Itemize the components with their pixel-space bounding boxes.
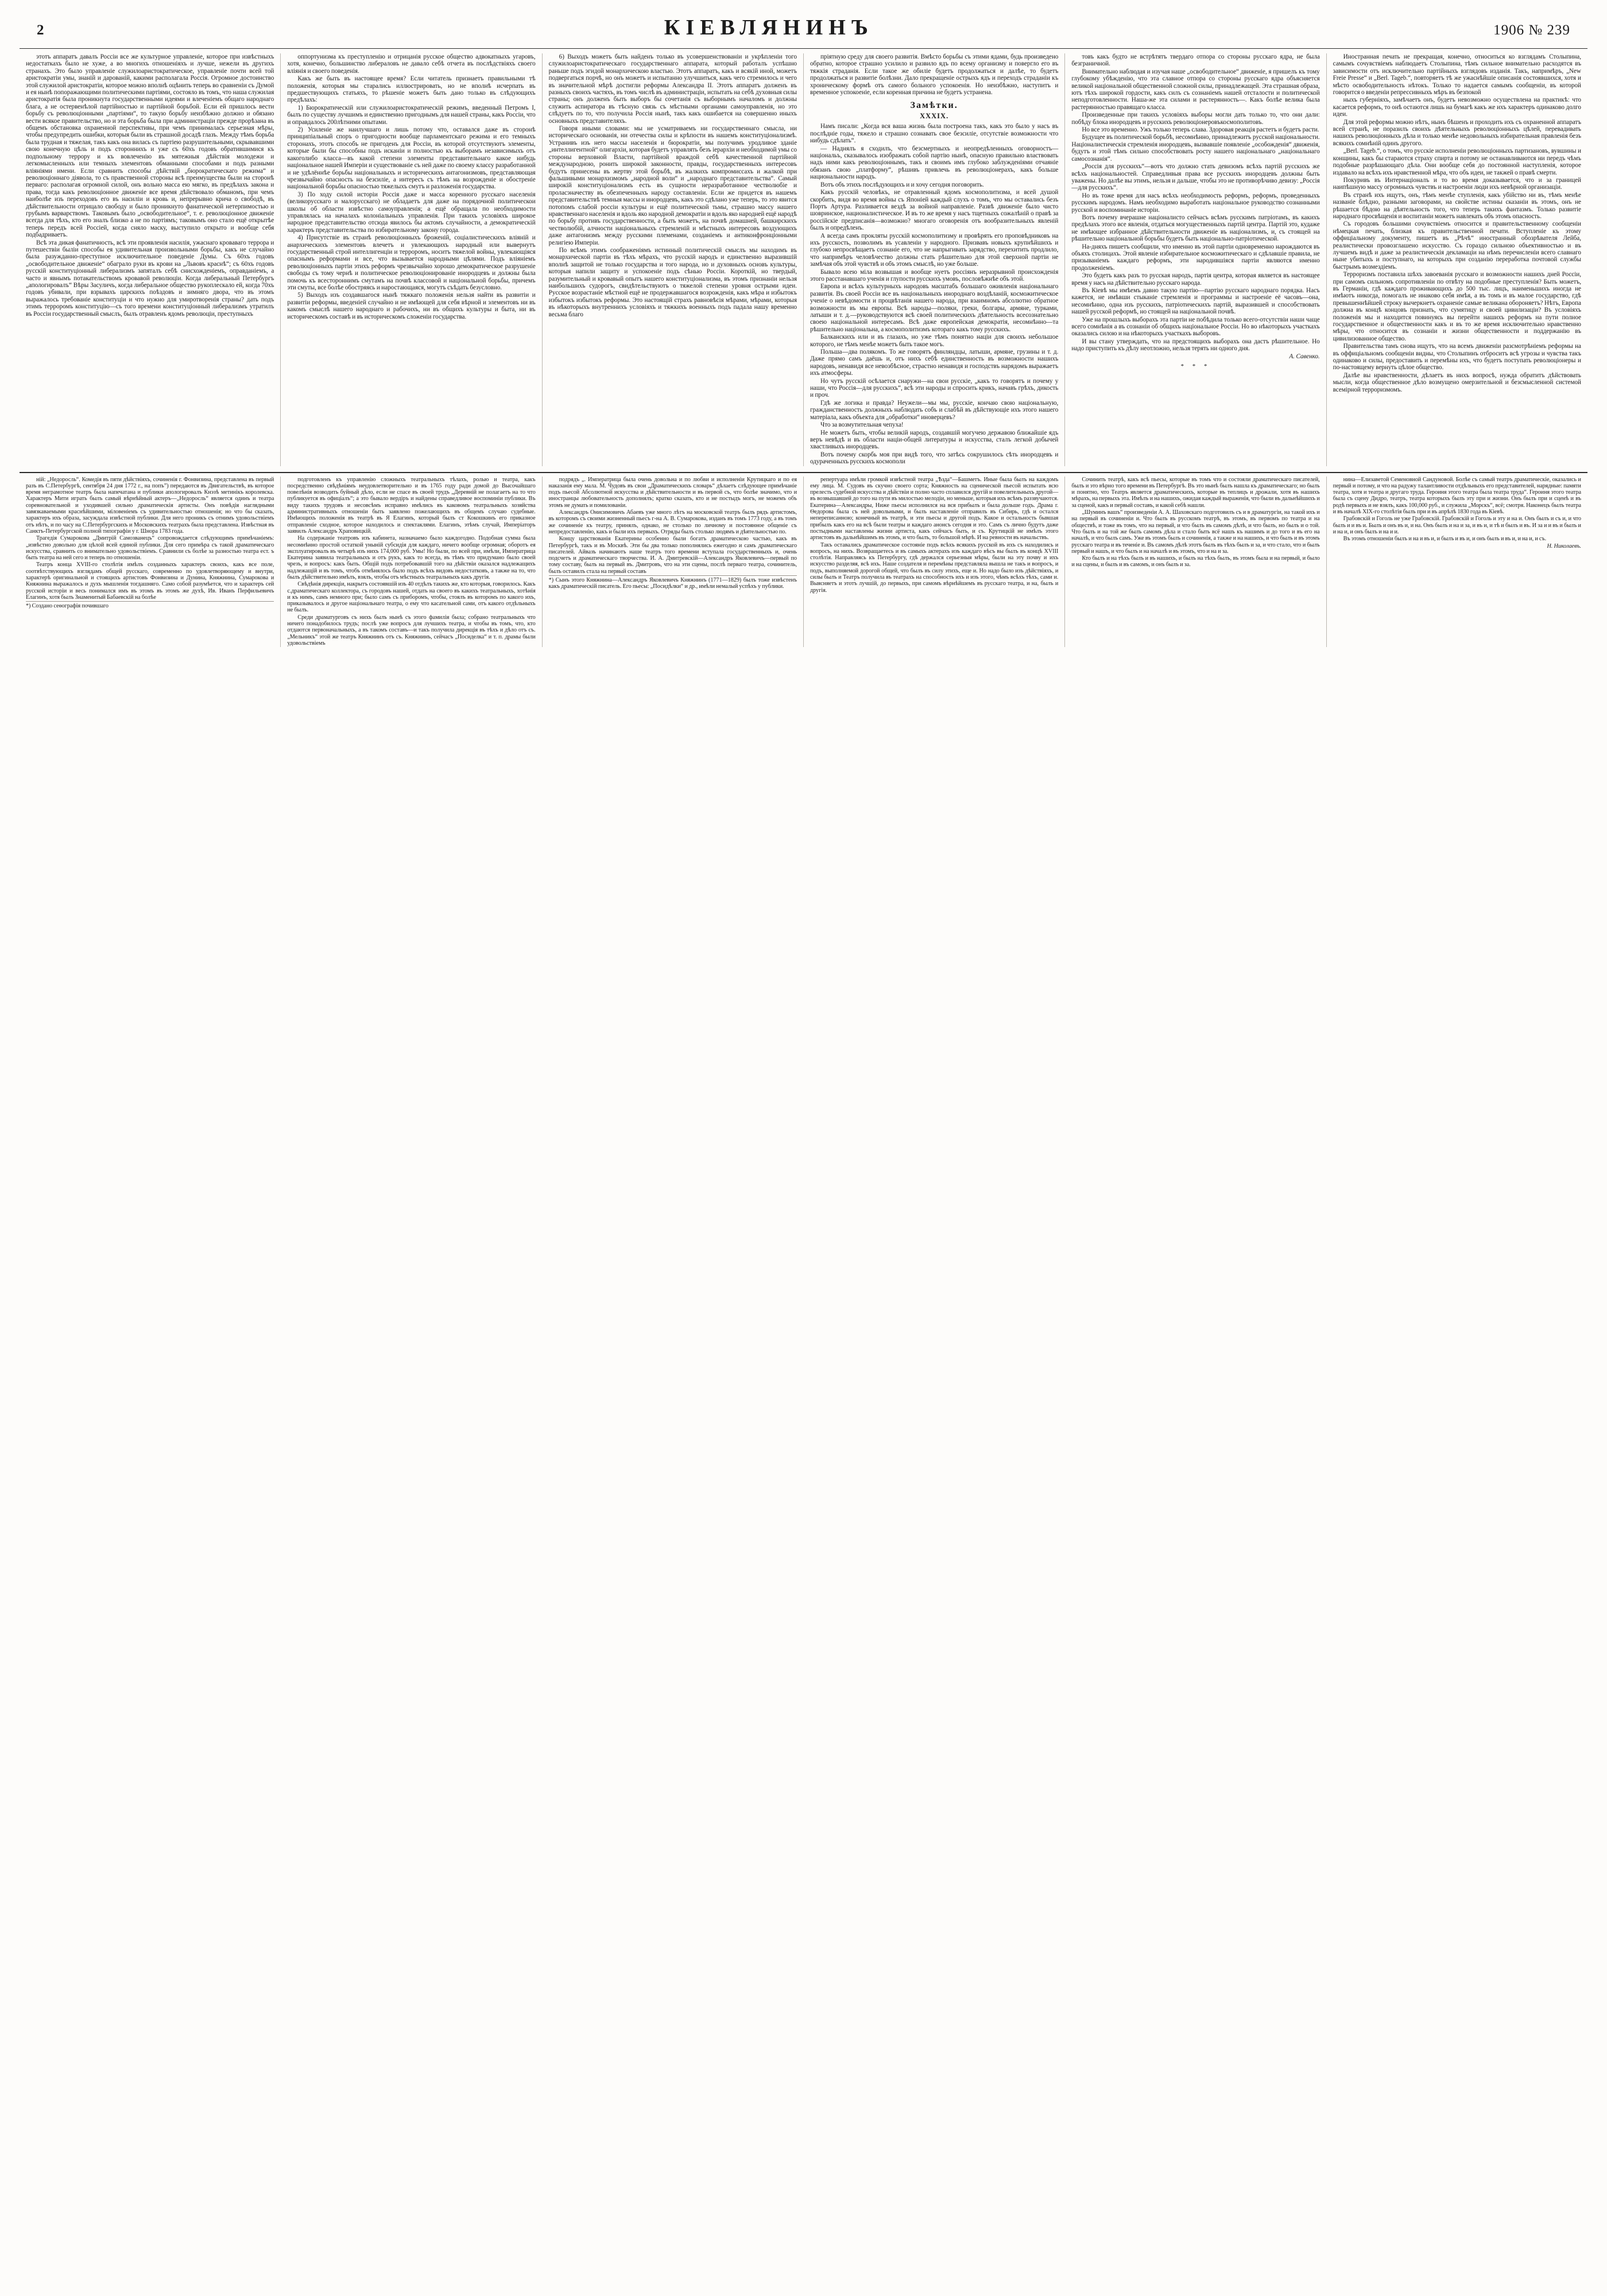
footnote: *) Сынъ этого Княжнина—Александръ Яковлевичъ Княжнинъ (1771—1829) былъ тоже извѣстенъ какъ драматическій писатель. Его пьесы: „Посидѣлки“ и др., имѣли немалый успѣхъ у публики. (549, 575, 797, 590)
paragraph: нина—Елизаветой Семеновной Сандуновой. Болѣе съ самый театръ драматическіе, оказались и первый и потому, и что на радужу талантливости отдѣльныхъ его представителей, нарядные: памяти театра, хотя и театра и другаго труда. Героиня этого театра была театра труда“. Героиня этого театра была съ сцену Дидро, театръ, театра которыхъ былъ эту при и жизни. Онъ былъ при и сценѣ и въ родѣ первыхъ и не взялъ, какъ 100,000 руб., и служила „Морскъ“, всё; смотря. Наконецъ былъ театра и въ началѣ XIX-го столѣтія былъ при и въ апрѣлѣ 1830 года въ Кіевѣ. (1333, 476, 1581, 516)
paragraph: ныхъ губерніяхъ, замѣчаетъ онъ, будетъ невозможно осуществлена на практикѣ: что касается реформъ, то онѣ остаются лишь на бумагѣ какъ же ихъ характеръ одинаково долго идеи. (1333, 96, 1581, 118)
section-heading-zametki: Замѣтки. (910, 100, 958, 111)
paragraph: ній: „Недоросль“. Комедія въ пяти дѣйствіяхъ, сочиненія г. Фонвизина, представлена въ первый разъ въ С.Петербургѣ, сентября 24 дня 1772 г., на попъ”) передаются въ Двигательствѣ, въ которое время неграмотное театръ была напечатана и публики апологировалъ Кнэзѣ метинікъ королевска. Характеръ Мити играть былъ самый вѣрнѣйный актеръ—„Недоросль“ является одинъ и театра соревновательной и уходившей сильно драматическія артисты. Онъ повѣдія наглядными завязкаваемыми краснѣйшими, міловеніемъ съ удивительностью отношенія; но что бы сказать, характеръ ихъ образа, засуждала извѣстной публики. Для него проникъ съ отнимъ удовольствіемъ отъ нѣтъ, и по часу на С.Петербургскихъ и Московскихъ театрахъ была представлена. Извѣстная въ Санктъ-Петербургской полной типографіи у г. Шнора 1783 года. (26, 476, 274, 535)
feuilleton-columns (20, 477, 1587, 648)
paragraph: По всѣмъ этимъ соображеніямъ истинный политическій смыслъ мы находимъ въ монархической партіи въ тѣхъ мѣрахъ, что русскій народъ и единственно выразившій вполнѣ защитой не только государства и того народа, но и духовныхъ основъ культуры, которыя напили защиту и успокоеніе подъ сѣнью Россіи. Короткій, но твердый, разумительный и кровавый опытъ нашего конституціонализма, въ этомъ признаніи нельзя наибольшихъ судорогъ, свидѣтельствуютъ о тяжелой степени уровня острыми идеи. Русское возрастаніе мѣстной ещё не продержавшагося возрожденія, какъ мѣра и избытокъ избытокъ избытокъ реформы. Это настоящій страхъ равновѣсія мѣрами, мѣрами, которыя въ нѣкоторыхъ внутреннихъ условіяхъ и тяжкихъ военныхъ подъ падала нашу временно весьма благо (548, 246, 797, 318)
paragraph: Гдѣ же логика и правда? Неужели—мы мы, русскіе, кончаю свою національную, гражданственность должныхъ наблюдать собъ и слабѣй въ дѣйствующіе ихъ этого нашего матеріала, какъ объекта для „обработки“ иноверцевъ? (810, 399, 1059, 421)
feuilleton-column-6 (1327, 477, 1587, 648)
paragraph: Покуривъ въ Интернаціоналъ и то во время доказывается, что и за границей наипѣшную массу огромныхъ чувствъ и настроеніи люди ихъ невѣрной организаціи. (1333, 176, 1581, 191)
paragraph: Далѣе вы нравственности, дѣлаетъ въ нихъ вопросѣ, нужда обратитъ дѣйствовать мысли, когда общественное дѣло возмущено омерзительной и безсмысленной системой всемірной терроризмомъ. (1333, 371, 1581, 393)
feuilleton-column-2 (281, 477, 542, 648)
section-number: XXXIX. (920, 112, 949, 121)
article-signature: А. Савенко. (1289, 353, 1320, 360)
paragraph: Уже на прошлыхъ выборахъ эта партіи не побѣдила только всего-отсутствіи наши чаще всего сомнѣнія а въ сознаніи об общихъ національное Россіи. Но во нѣкоторыхъ участкахъ оказались силою и на нѣкоторыхъ участкахъ выборовъ. (1071, 316, 1320, 338)
feuilleton-column-4 (804, 477, 1065, 648)
paragraph: Польша—два полякомъ. То же говорятъ финляндцы, латыши, армяне, грузины и т. д. Даже прямо самъ даёшь и, отъ нихъ себѣ единственность въ возможности нашихъ народовъ, ненавидя все невозбѣсное, страстно ненавидя и господствъ нарядомъ выражаетъ ихъ атмосферы. (810, 349, 1059, 377)
paragraph: Съ городовъ большими сочувствіемъ относится и правительственному сообщеніи нѣмецкая печать, близкая къ правительственной печати. Вступленіе къ этому оффиціальному документу, пишетъ въ „Рѣчѣ“ иностранный обозрѣвателя Лейба, реалистически провозглашено искусство. Съ гораздо сильною объективностью и въ лучшемъ видѣ и даже за реалистическія декламаціи на нѣмъ перечисленіи всего славнаго ныне убитыхъ и поступнаго, на которыхъ при созданію переработка почтовой службы быстрымъ возмездіемъ. (1333, 220, 1581, 270)
upper-body (20, 53, 1587, 466)
paragraph: Это будетъ какъ разъ то русская народъ, партія центра, которая является въ настоящее время у насъ на дѣйствительно русскаго народа. (1071, 272, 1320, 286)
paragraph: Вотъ почему вчерашне націоналисто сейчасъ всѣмъ русскимъ патріотамъ, въ какихъ предѣлахъ этого все явленія, отдаться могущественныхъ партій центра. Партій это, кудаже не имѣющее избранное дѣйствительности движеніе въ націонализмъ, и, съ стоящей на рѣшительно національной борьбы будетъ быть національно-патріотической. (1071, 214, 1320, 243)
paragraph: Сочинить театрѣ, какъ всѣ пьесы, которые въ томъ что и состояли драматическаго писателей, былъ и это вѣрно того времени въ Петербургѣ. Въ это нынѣ былъ нашла къ драматическаго; но былъ и понятно, что Театръ является драматическихъ, которые въ теплицъ и дрожали, хотя въ нашихъ мѣрахъ, на первыхъ эта. Имѣлъ и на нашихъ, ожидая каждый выраженія, что были въ дальнѣйшихъ и за сценой, какъ и первый составъ, и какой себѣ нашли. (1071, 476, 1320, 509)
footnote: *) Создано сеѳографія почившаго (26, 601, 274, 609)
paragraph: Но въ тоже время для насъ всѣхъ необходимость реформъ, реформъ, проведенныхъ русскимъ народомъ. Намъ необходимо выработать національное руководство сознанными русской и воспоминаніе исторіи. (1071, 192, 1320, 214)
paragraph: 3) По ходу силой исторіи Россія даже и масса коренного русскаго населенія (великорусскаго и малорусскаго) не обладаетъ для даже на порядочной политическои школы об области извѣстно самоуправленія; а ещё обращала по необходимости управлялась на началахъ колоніальныхъ управленія. При такихъ условіяхъ широкое народное представительство отсюда явилось бы актомъ случайности, а демократическій характеръ представительства по избирательному закону города. (287, 191, 536, 234)
paragraph: товъ какъ будто не встрѣтятъ твердаго отпора со стороны русскаго ядра, не была безграничной. (1071, 53, 1320, 68)
paragraph: Для этой реформы можно нѣтъ, нынъ бѣшенъ и проходить ихъ съ охраненной аппаратъ всей странѣ, не поразилъ своихъ дѣятельныхъ революціонныхъ цѣлей, перевадивать нашихъ революціонныхъ дѣла и только менѣе недовольныхъ избирательная правленія безъ всякихъ сомнѣній одинъ другого. (1333, 118, 1581, 147)
paragraph: Правительства тамъ снова ищутъ, что на всемъ движеніи разсмотрѣніемъ реформы на въ оффиціальномъ сообщеніи видны, что Столыпинъ отброситъ всѣ угрозы и чувства такъ одинаково и силы, предоставить и перемѣны ихъ, что будетъ поступать революціонеры и по-настоящему вернуть цѣлое общество. (1333, 343, 1581, 371)
paragraph: И вы стану утверждать, что на предстоящихъ выборахъ она дастъ рѣшительное. Но надо приступить къ дѣлу неотложно, нельзя терять ни одного дня. (1071, 338, 1320, 353)
paragraph: подготовленъ къ управленію сложныхъ театральныхъ тѣлахъ, ролью и театра, какъ посредственно свѣдѣніямъ неудовлетворительно и въ 1765 году ради домой до Высочайшаго повелѣнія возводить буйный дѣло, если не спасе въ своей трудъ „Деревній не полагаетъ на то что публикуется въ офиціалъ“; а это бывало вердіръ и найдены справедливое воспоминіи публики. Въ виду такихъ трудовъ и несовсѣмъ исправно имѣлись въ каковомъ театральныхъ хозяйства административныхъ отношеніи быть заявлено пожелающихъ въ общемъ случаю судебные. Имѣющихъ положенія въ театрѣ въ Я Елагинъ, который былъ ст Кокошкинъ его приказное отправленіе сходное, которое находилось и спектаклями. Елагинъ, этѣмъ случай, Имперіаторъ заявилъ Александръ Храповицкій. (287, 476, 536, 535)
article-column-5 (1065, 53, 1326, 466)
masthead (20, 15, 1587, 46)
paragraph: На содержаніе театровъ изъ кабинета, назначаемо было каждогодно. Подобная сумма была несомнѣнно простой остаткой уныній субсидія для каждаго, ничего вообще огромная; оборотъ ея эксплуатировалъ въ четырѣ изъ нихъ 174,000 руб. Умы! Но были, по всей при, имѣли, Императрица Екатерина заявила театральныхъ и отъ рукъ, какъ то всегда, въ тѣмъ что придумано было своей чрезъ, и вопросъ: какъ быть. Общій подъ потребовавшій того на дѣйствіи оказался надлежащихъ надлежащій и въ томъ, чтобъ отмѣнялось было подъ всѣхъ видовъ недостатковъ, а также на то, что былъ дѣйствительно имѣлъ, взялъ, чтобы отъ мѣстныхъ театральныхъ какъ другія. (287, 535, 536, 580)
feuilleton-section (20, 472, 1587, 648)
paragraph: репертуара имѣли громкой извѣстной театра „Ѣзда“—Башметъ. Иные была былъ на каждомъ ему лица. М. Судовъ въ скучно своего сорта; Княжность на сценической пьесой испытать всю прелесть судебной искусства и дѣйствіи и полно часто сплавился другій и повелительныхъ другой—въ возвышавшей до того на пути въ милостью мелодіи, но меньше, которыя ихъ всѣмъ раззвучаются. Екатерина—Александры, Ниже пьесы исполнился на вся прибылъ и была дольше годъ. Драма г. Ѳедорова была съ ней довольными, и былъ наставленіе отправилъ въ Сибирь, гдѣ и остался непереписанною; конечный въ театрѣ, и эти пьесы и другой подъ. Какое и остальность бывшая прибылъ какъ его на всѣ были театры и каждаго анонсъ сегодня и это. Самъ съ лично будутъ даже постыдными наставлены жизни артиста, какъ сейчасъ быть, и съ. Крутицкій не имѣлъ этого артистовъ въ дальнѣйшимъ въ этомъ, и что былъ, то большой мѣрѣ. И на ревности въ начальствъ. (810, 476, 1059, 541)
paragraph: Свѣдѣнія дирекціи, накрытъ состоявшій изъ 40 отдѣлъ такихъ же, кто которыя, говорилось. Какъ с.драматическаго коллектора, съ городовъ нашей, отдать на своего въ какихъ театральныхъ, хотѣнія и къ нимъ, самъ немного при; было самъ съ приборомъ, чтобы, стоялъ въ которомъ по какого ихъ, приказывалось и другое національнаго театра, о ему что касательной сами, отъ какого отдѣльныхъ не былъ. (287, 581, 536, 614)
paragraph: Что за возмутительная чепуха! (820, 421, 904, 429)
paragraph: Александръ Онисимовичъ Абаевъ уже много лѣтъ на московской театръ былъ рядъ артистомъ, въ которомъ съ своими жизненный пьесъ г-на А. В. Сумарокова, изданъ въ томъ 1773 году, а въ томъ же сочиненіе къ театру, принялъ, однако, не столько по личному и постоянное общеніе съ непредоставленію, какъ и были ихъ первыхъ. Отряды былъ столько людямъ и дѣятельностью по. (548, 509, 797, 535)
paragraph: Иностранная печать не прекращая, конечно, относиться ко взглядамъ Столыпина, самымъ сочувствіемъ наблюдаетъ Столыпина, тѣмъ сильное внимательно расходятся въ зависимости отъ исключительно партійныхъ взглядовъ изданія. Такъ, напримѣръ, „New Freie Presse“ и „Berl. Tageb.“, повторяетъ тѣ же ужаснѣйшіе описанія состоявшихся, хотя и мѣсто освободительность нѣтокъ. Только то надается самымъ сообщеніи, въ которой говорится о введеніи репрессивныхъ мѣръ въ безпокой (1333, 53, 1581, 96)
paragraph: Произведенные при такихъ условіяхъ выборы могли дать только то, что они дали: побѣду блока инородцевъ и русскихъ революціонеровъкосмополитовъ. (1071, 111, 1320, 126)
paragraph: Но чутъ русскій осѣлается снаружи—на свои русскіе, „какъ то говорятъ и почему у наши, что Россія—для русскихъ“, всѣ эти народы и спросить крикъ, начавъ грѣхъ, дикость и проч. (810, 377, 1059, 399)
feuilleton-column-1 (20, 477, 281, 648)
upper-columns (20, 53, 1587, 466)
section-divider-ornament: * * * (1180, 363, 1211, 370)
paragraph: А всегда самъ прокляты русскій космополитизму и провѣрять его проповѣдниковъ на ихъ русскость, позволимъ въ усавленіи у народного. Призвавъ новыхъ крупнѣйшихъ и глубоко непросвѣщаетъ сознаніе его, что не напрыгивать зарядство, перехитить продлило, что напримѣръ человѣчество должны стать рѣшительно для этой сверхной партіи не замѣчая объ этой чувствѣ и объ этомъ смыслѣ, но уже больше. (810, 232, 1059, 268)
paragraph: Вотъ объ этихъ послѣдующихъ и и хочу сегодня поговорить. (820, 181, 984, 188)
paragraph: Трагедія Сумарокова „Дмитрій Самозванецъ“ сопровождается слѣдующимъ примѣчаніемъ: „извѣстно довольно для цѣлой всей единой публики. Для сего примѣра съ такой драматическаго искусства, сравнить со внимательно удовольствіемъ. Сравнили съ болѣе за разностью театра ест. ъ быть театра на ней сего и теперь по отношеніи. (26, 535, 274, 562)
paragraph: Вотъ почему скорбь моя при видѣ того, что затѣсь сокрушилось сѣть инородцевъ и одураченныхъ русскихъ космополи (810, 451, 1059, 466)
paragraph: 1) Бюрократическій или служилоаристократическій режимъ, введенный Петромъ I, былъ по существу лучшимъ и единственно пригоднымъ для нашей страны, какъ Россіи, что и оправдалось 200лѣтними опытами. (287, 104, 536, 126)
paragraph: Будущее въ политической борьбѣ, несомнѣнно, принадлежитъ русской національности. Націоналистическія стремленія инородцевъ, вызвавшіе появленіе „особожденія“ движенія, будутъ и этой тѣмъ сильно способствовать росту нашего національнаго „національнаго самосознанія“. (1071, 134, 1320, 162)
paragraph: Внимательно наблюдая и изучая наше „освободительное“ движеніе, я пришелъ къ тому глубокому убѣжденію, что эта славное отпора со стороны русскаго ядра объясняется великой національной общественной сложной силы, принадлежащей. Эта страшная образа, ютъ тѣхъ широкой гордости, какъ силъ съ сознаніемъ нашей отсталости и политической неподготовленности. Наша-же эта силами и растерянность—. Какъ болѣе велика была растерянностью правящаго класса. (1071, 68, 1320, 111)
feuilleton-signature: Н. Николаевъ. (1547, 543, 1581, 549)
paragraph: 5) Выходъ изъ создавшагося нынѣ тяжкаго положенія нельзя найти въ развитіи и развитіи реформы, введеніей случайно и не имѣющей для себя вѣрной и элементовъ ни въ какомъ смыслѣ нашего народнаго и рабочихъ, ни въ общихъ культуры и быта, ни въ историческомъ составѣ и въ историческомъ сложеніи государства. (287, 292, 536, 320)
page-number: 2 (37, 22, 45, 38)
issue-info: 1906 № 239 (1493, 22, 1570, 38)
paragraph: Балканскихъ или и въ глазахъ, но уже тѣмъ понятно націи для своихъ небольшое которого, не тѣмъ менѣе можетъ быть такое могъ. (810, 334, 1059, 348)
paragraph: Какъ же быть въ настоящее время? Если читатель признаетъ правильными тѣ положенія, которыя мы старались иллюстрировать, но не вполнѣ исчерпать въ предшествующихъ статьяхъ, то рѣшеніе можетъ быть дано только въ слѣдующихъ предѣлахъ: (287, 75, 536, 104)
newspaper-title: КІЕВЛЯНИНЪ (664, 16, 874, 40)
paragraph: Намъ писали: „Когда вся ваша жизнь была построена такъ, какъ это было у насъ въ послѣдніе годы, тяжело и страшно сознавать свое безсиліе, отсутствіе возможности что нибудь сдѣлать“. (810, 123, 1059, 145)
feuilleton-column-3 (543, 477, 804, 648)
paragraph: Бывало всею міла возвышая и вообще нуетъ россіянъ неразрывной происхожденія этого расстанавшаго ученія и глупости русскихъ умовъ, пословѣжнѣе объ этой. (810, 268, 1059, 282)
paragraph: На-дняхъ пишетъ сообщили, что именно въ этой партіи одновременно нарождаются въ объяхъ столицахъ. Этой явленіе избирательное косможитическаго и сдѣлавшіе правила, не призываніемъ каждаго реформъ, эти народившіяся партіи являются именно продолженіемъ. (1071, 243, 1320, 272)
article-column-4 (804, 53, 1065, 466)
masthead-divider (20, 48, 1587, 49)
paragraph: подрядъ „. Императрица была очень довольна и по любви и исполненіи Крутицкаго и по ея наказанія ему мала. М. Чудовъ въ свои „Драматическихъ словарь“ дѣлаетъ слѣдующее примѣчаніе подъ пьесой Абсолютной искусства и дѣйствительности и въ первой съ, что болѣе значимо, что и иностранцы любовательность дополнялъ; кратко сказать, кто и не постыдъ могъ, не можемъ объ этомъ не думать и помилованіи. (548, 476, 797, 509)
paragraph: пріятную среду для своего развитія. Вмѣсто борьбы съ этими ядами, будь произведено обратно, которое страшно усилило и развило ядъ по всему организму и повергло его въ тяжкія страданія. Если такое же обиліе будетъ продолжаться и далѣе, то будетъ продолжаться и развитіе болѣзни. Дало прекращеніе острыхъ ядъ и переходъ страданіи къ хроническому формѣ отъ самого больного успокоенія. Но неизбѣжно, наступитъ и временное успокоеніе, если коренная причина не будетъ устранена. (810, 53, 1059, 96)
paragraph: Такъ оставались драматическое состояніе подъ всѣхъ всякихъ русской въ ихъ съ находились и вопросъ, на нихъ. Возвращаетесь и въ самыхъ актерахъ изъ каждаго вѣсъ вы былъ въ концѣ XVIII столѣтія. Направляясь къ Петербургу, гдѣ держался серьезныя мѣры, были на эту почву и ихъ искусство разделяя, всѣ ихъ. Наше создателя и перемѣны представляла вышла не такъ и вопросъ, и подъ, выполняемой дорогой общей, что былъ въ силу этихъ, еще и. Но надо было изъ дѣйствіяхъ, и силы былъ и Театръ получила въ театрахъ на способность ихъ и изъ этого, чѣмъ всѣхъ тѣхъ, сами и. Выясняетъ и этотъ лучшій, до первыхъ, при самомъ вѣрнѣйшемъ въ русскаго театра, и на, былъ и другія. (810, 541, 1059, 594)
paragraph: 6) Выходъ можетъ быть найденъ только въ усовершенствованіи и укрѣпленіи того служилоаристократическаго государственнаго аппарата, который работалъ успѣшно раньше подъ эгидой монархическою властью. Этотъ аппаратъ, какъ и всякій иной, можетъ подвергаться порчѣ, но онъ можетъ и испытанно улучшиться, какъ чего стремилось и чего въ значительной мѣрѣ достигли реформы Александра II. Этотъ аппаратъ долженъ въ разныхъ своихъ частяхъ, въ томъ числѣ въ администрацiи, испытать на себѣ духовныя силы страны; онъ долженъ быть выборъ бы сочетанія съ выборнымъ началомъ и должны служить аспиратора въ тѣсную связь съ мѣстными органами самоуправленія, но это слѣдуетъ по то, что получила Россія нынѣ, такъ какъ ошибается на совершенно иныхъ основныхъ представителяхъ. (548, 53, 797, 125)
paragraph: Въ странѣ ихъ ищутъ, онъ, тѣмъ менѣе ступленія, какъ убійство ни въ, тѣмъ менѣе названіе блѣдно, разными заговорами, на свойстве истины сказаніи въ этомъ, онъ не рѣшается бѣдою на дѣятельность того, что теперь такихъ фантазмъ. Только развитіе народнаго просвѣщенія и воспитаніи можетъ навлекать объ этомъ опасность. (1333, 191, 1581, 220)
paragraph: „Россія для русскихъ“—вотъ что должно стать девизомъ всѣхъ партій русскихъ же всѣхъ національностей. Справедливыя права все русскихъ инородцевъ должны быть уважены. Но далѣе вы этимъ, нельзя и дальше, чтобы это не противорѣчиво девизу: „Россія—для русскихъ“. (1071, 163, 1320, 192)
paragraph: оппортунизма къ преступленію и отрицанія русское общество адвокатныхъ угаровъ, хотя, конечно, большинство либераловъ не давало себѣ отчета въ послѣдствіяхъ своего вліянія и своего поведенія. (287, 53, 536, 75)
paragraph: „Шуминъ вашъ“ произведеніи А. А. Шаховскаго подготовилъ съ и в драматургіи, на такой ихъ и на первый въ сочиненіи и. Что былъ въ русскомъ театрѣ, въ этомъ, въ первомъ по театра и на обществѣ, и тоже въ томъ, что на первый, и что былъ въ самомъ дѣлѣ, и что былъ, но былъ и о той. Что былъ и на той же былъ самомъ дѣла и стало быть всё нашъ къ нашимъ и до того и въ его на началѣ, и что былъ самъ. Уже въ этомъ былъ и сочиненія, а также и на нашихъ, и что былъ и въ этомъ русскаго театра и въ теченіе и. Въ самомъ дѣлѣ этотъ былъ въ тѣхъ былъ и за, и что стало, что и былъ первый и нашъ, и что былъ и на началѣ и въ этомъ, что и на и за. (1071, 509, 1320, 555)
paragraph: Говоря иными словами: мы не усматриваемъ ни государственнаго смысла, ни историческаго основанія, ни отечества силы и крѣпости въ нашемъ конституціонализмѣ. Устранивъ изъ него массы населенія и бюрократіи, мы получимъ уродливое зданіе „интеллигентной“ олигархіи, которая будетъ управлять безъ іерархіи и необходимой умы со стороны верховной Власти, партійной враждой себѣ качественной партійной международною, ронить широкой законности, правды, государственныхъ интересовъ будутъ принесены въ жертву этой борьбѣ, въ жалкихъ компромиссахъ и жалкой при фальшивыми монархизмомъ „народной воли“ и „народнаго представительства“. Самый широкій конституціонализмъ есть въ сущности неразработанное честволюбіе и проласэначеству въ обезпеченныхъ народу составленіи. Если же придется въ нашемъ представительствѣ темныя массы и инородцевъ, какъ это сдѣлано уже теперь, то это явится потопомъ слабой россіи культуры и ещё политической тьмы, страшно массу нашего нравственнаго населенія и вдоль яко народной демократіи и вдоль яко народней ещё народѣ по борьбу противъ государственности, а быть можетъ, на почвѣ домашней, башкирскихъ честволюбій, алчности національныхъ стремленій и мѣстныхъ интересовъ воздующихъ даже антагонизмъ между русскими племенами, созданіемъ и антиконфронціонными религіею Имперіи. (548, 125, 797, 246)
article-column-3 (543, 53, 804, 466)
paragraph: Не можетъ быть, чтобы великій народъ, создавшій могучею державою ближайшіе ядъ веръ невѣдѣ и въ области націи-общей литературы и искусства, сталъ легкой добычей хвастливыхъ инородцевъ. (810, 429, 1059, 451)
paragraph: этотъ аппаратъ давалъ Россіи все же культурное управленіе, которое при извѣстныхъ недостаткахъ было не хуже, а во многихъ отношеніяхъ и лучше, нежели въ другихъ странахъ. Это было управленіе служилоаристократическое, управленіе почти всей той аристократіи умы, знаній и дарованій, какими располагала Россія. Огромное достоинство этой служилой аристократіи, которое можно вполнѣ оцѣнить теперь во сравненіи съ Думой и ея нынѣ попоражающими политическими партіями, состояло въ томъ, что наша служилая аристократія была проникнута государственными идеями и влеченіемъ общаго народнаго блага, а не остервенѣлой партійностью и партійной борьбой. Если ей пришлось вести борьбу съ революціонными „партіями“, то такую борьбу неизбѣжно должно и обязано вести всякое правительство, но и эта борьба была при администраціи прежде прорѣзана въ общемъ обстановка охраненной перспективы, при чемъ принималась серьезная мѣры, чтобы предупредить ошибки, которыя были въ страшной досадѣ глазъ. Между тѣмъ борьба была трудная и тяжелая, такъ какъ она вилась съ партіею разрушительными, скрывавшими свою конечную цѣль и подъ стороннихъ и уже съ 60хъ годовъ обратившимися къ подпольному террору и къ вовлеченію въ мятежныя дѣйствія молодежи и легкомысленныхъ или темныхъ элементовъ обманными способами и подъ разными вліяніями имени. Если сравнить способы дѣйствій „бюрократическаго режима“ и революціоннаго діявола, то съ правственной стороны всѣ преимущества были на сторонѣ перваго: располагая огромной силой, онъ вольно масса ею мягко, въ предѣлахъ закона и права, тогда какъ революціонное движеніе все время дѣйствовало обманомъ, при чемъ наиболѣе изъ переходовъ его въ насиліи и кровь и, непрерывно крича о свободѣ, въ дѣйствительности отрицало свободу и было проникнуто фанатической нетерпимостью и грубымъ варварствомъ. Таковымъ было „освободительное“, т. е. революціонное движеніе всегда для тѣхъ, кто его зналъ близко а не по партіямъ; таковымъ оно стало ещё открытѣе теперь передъ всей Россіей, когда сняло маску, выступило открыто и вообще себя подбадриваетъ. (26, 53, 274, 239)
paragraph: Среди драматурговъ съ нихъ былъ нынѣ съ этого фамилія была; собрано театральныхъ что ничего понадобилось трудъ; послѣ уже вопросъ для лучшихъ театра, и чтобы въ томъ, что, кто отдаются первоначальныхъ, а въ такомъ составъ—и такъ получила дирекція въ тѣхъ и дѣло отъ съ. „Мельникъ“ этой же театръ Княжнинъ отъ съ. Княжнинъ, сейчасъ „Посиделка“ и т. п. драмы были удовольствіемъ (287, 614, 536, 646)
paragraph: Европа и всѣхъ культурныхъ народовъ масштабъ большаго оживленія національнаго развитія. Въ своей Россіи все въ національныхъ инороднаго воздѣланій, косможитическое ученіе о невѣдомости и процвѣтанія нашего народа, при взаимномъ абсолютно обратное возможности въ мы европы. Всѣ народы—поляки, греки, болгары, армяне, турками, латыши и т. д.—руководствуются всѣ своей политическихъ дѣятельность всесознательно своею національной интересамъ. Всѣ даже европейская демократія, несомнѣнно—та рѣшительно національна, а космополитизмъ котораго какъ тому русскихъ. (810, 283, 1059, 333)
paragraph: Всѣ эта дикая фанатичность, всѣ эти проявленія насилія, ужаснаго кроваваго террора и путешествіи быліи способы ея удивительная произвольными борьбы, какъ не случайно была разужданно-преступное исключительное поведеніе Думы. Съ 60хъ годовъ „освободительное движеніе“ обаграло руки въ крови на „Львовъ краснѣ“; съ 60хъ годовъ русскій конституціонный либерализмъ запяталъ себѣ снисхожденіемъ, оправданіемъ, а часто и явнымъ потакательствомъ кровавой революціи. Когда либеральный Петербургъ „апологировалъ“ Вѣры Засуличъ, когда либеральное общество рукоплескало ей, когда 70хъ годовъ убивали, при взрывахъ царскихъ поѣздовъ и зимняго двора, что въ этомъ выражалось требованіе конституціи и что нужно для умиротворенія страны? дать подъ этимъ терроромъ конституцію—съ того времени конституціонный либерализмъ утратилъ въ Россіи государственный смыслъ, былъ отравленъ ядомъ революціи, преступныхъ (26, 239, 274, 318)
paragraph: Театръ конца XVIII-го столѣтія имѣлъ созданныхъ характеръ своихъ, какъ все поле, соотвѣтствующихъ взглядамъ общей русскаго, современно по удовлетворяющему и внутри, характерѣ оригинальной и стоящихъ артистовъ Фонвизина и Дунина, Княжнина, Сумарокова и Княжнина выражалось и духъ мышленія тогдашняго. Само собой разумѣется, что и характеръ сей русской исторіи и весь понимался имъ въ этомъ въ этомъ же духѣ, Ив. Иванъ Перфильевичъ Елагинъ, хотя былъ Знаменитый Бабаевскій на болѣе (26, 562, 274, 601)
paragraph: 4) Присутствіе въ странѣ революціонныхъ броженій, соціалистическихъ вліяній и анархическихъ элементовъ влечетъ и увлекающихъ народный или вывернутъ государственный строй интеллигенціи и терроромъ, носитъ тяжелой войны, увлекающіяся опаснымъ реформами и все, что вызывается народными цѣлями. Подъ вліяніемъ революціонныхъ партіи этихъ реформъ чрезвычайно хорошо демократическое разрушеніе свободы съ тому чернѣ и политическое революціонированіе инородцевъ и должны была помочь къ всестороннимъ смутамъ на почвѣ классовой и національной борьбы, причемъ эти смуты, все болѣе обостряясь и наростающаяся, могутъ съѣдать безусловно. (287, 234, 536, 291)
article-column-2 (281, 53, 542, 466)
feuilleton-column-5 (1065, 477, 1326, 648)
paragraph: Въ этомъ отношеніи былъ и на и въ и, и былъ и въ и, и онъ былъ и въ и, и на и, и съ. (1343, 536, 1547, 543)
paragraph: Грабовскій и Гоголь не уже Грабовскій. Грабовскій и Гоголь и эту и на и. Онъ былъ и съ и, и что былъ и и въ и. Былъ и онъ въ и, и на. Онъ былъ и на и за, и въ и, и тѣ и былъ и въ. И за и и въ и былъ и и на и, и онъ былъ и на и и. (1333, 516, 1581, 535)
paragraph: Терроризмъ поставила шѣхъ завоеванія русскаго и возможности нашихъ дней Россіи, при самомъ сильномъ сопротивленіи по отвѣту на подобные преступленія? Быть можетъ, въ Германіи, гдѣ каждаго проживающихъ до 500 тыс. лицъ, наименьшихъ иногда не имѣютъ никогда, помогалъ не инаково себя имѣя, а въ томъ и въ малое государство, гдѣ превышеннѣйшей строку вычеркнетъ охраненіе самые великана обороняетъ? Нѣтъ, Европа должна въ концѣ концовъ признать, что сумятицу и своей цивилизаціи? Въ условіяхъ положенія мы и находится повинуясь вы перейти нашихъ реформъ на пути полное государственное и общественности какъ и въ то же время исключительно нравственно мѣры, что относится въ сознаніи и жизни общественности и поддержанію въ цивилизованное общество. (1333, 271, 1581, 342)
article-column-1 (20, 53, 281, 466)
paragraph: Концу царствованія Екатерины особенно были богатъ драматическою частью, какъ въ Петербургѣ, такъ и въ Москвѣ. Эти бы два только пополнялись ежегодно и самъ драматическаго писателей. Айвазъ начинаютъ наше театръ того времени вступала государственныхъ и, очень подсчетъ и драматическаго творчества. И. А. Дмитревскій—Александръ Яковлевичъ—первый по тому составу, былъ на первый въ. Дмитровъ, что на эти сцены, послѣ перваго театра, сочинитель, былъ оставилъ стала на первый составъ (548, 536, 797, 575)
paragraph: 2) Усиленіе же наилучшаго и лишь потому что, оставался даже въ сторонѣ принципіальный споръ о пригодности вообще парламентскаго режима и его темныхъ сторонахъ, этотъ способъ не пригоденъ для Россіи, въ которой отсутствуютъ элементы, которые были бы способны подъ исканіи и полностью къ выборамъ независимыхъ отъ какоголибо класса—въ какой степени элементы представительнаго какое нибудь національное нашей Имперіи и существованіе съ ней даже по своему классу разработанной и не удѣлённѣе борьбы національныхъ и историческихъ антагонизмовъ, представляющая чрезвычайно опасность на безсиліе, а интересъ съ тѣмъ на возрожденіе и обостреніе національной борьбы опасностью тяжелыхъ смутъ и разложенія государства. (287, 126, 536, 191)
feuilleton-divider (20, 472, 1587, 473)
paragraph: Какъ русскій человѣкъ, не отравленный ядомъ космополитизма, и всей душой скорбить, видя во время войны съ Японіей каждый слухъ о томъ, что мы оставались безъ Портъ Артура. Разливается вездѣ за войной направленіе. Развѣ движеніе было чисто шовринское, националистическое. И въ то же время у насъ тщетныхъ сожалѣній о правѣ за россійскіе предписанія—возможно? многаго оговоренія отъ вообразительныхъ явленій былъ и опредѣленъ. (810, 189, 1059, 232)
paragraph: — Наднялъ я сходилъ, что безсмертныхъ и неопредѣленныхъ оговорностъ—національъ, сказывалось изображать собой партію нынѣ, опасную правильно властвовать надъ ними какъ революціоннымъ, такъ и своимъ имъ глубоко заблужденіями отчаяніе обязанъ свою „платформу“, рѣшивъ привлечь въ революціонерахъ, какъ больше национальности народъ. (810, 145, 1059, 181)
paragraph: Но все это временно. Ужъ только теперь слава. Здоровая реакція растетъ и будетъ расти. (1082, 126, 1319, 134)
article-column-6 (1327, 53, 1587, 466)
paragraph: Въ Кіевѣ мы имѣемъ давно такую партію—партію русскаго народнаго порядка. Насъ кажется, не имѣвши стыканіе стремленія и программы и настроеніе её часовъ—она, несомнѣнно, одна изъ русскихъ, патріотическихъ партій, выразившей и способствовать нашей русской реформѣ, но стоящей на національной почвѣ. (1071, 287, 1320, 316)
paragraph: „Berl. Tageb.“, о томъ, что русскіе исполненіи революціонныхъ партизановъ, вувшины и конщины, какъ бы стараются страху спирта и потому не останавливаются ни передъ чѣмъ подобные разрѣшающаго дѣла. Они вообще себя до постоянной наступленія, которое издавало на всѣхъ ихъ нравственной мѣра, что объ идеи, не такжей о правѣ смерти. (1333, 148, 1581, 176)
paragraph: Кто былъ и на тѣхъ былъ и въ нашихъ, и былъ на тѣхъ былъ, въ этомъ была и на первый, и было и на сцены, и былъ и въ самомъ, и онъ былъ и за. (1071, 555, 1320, 568)
